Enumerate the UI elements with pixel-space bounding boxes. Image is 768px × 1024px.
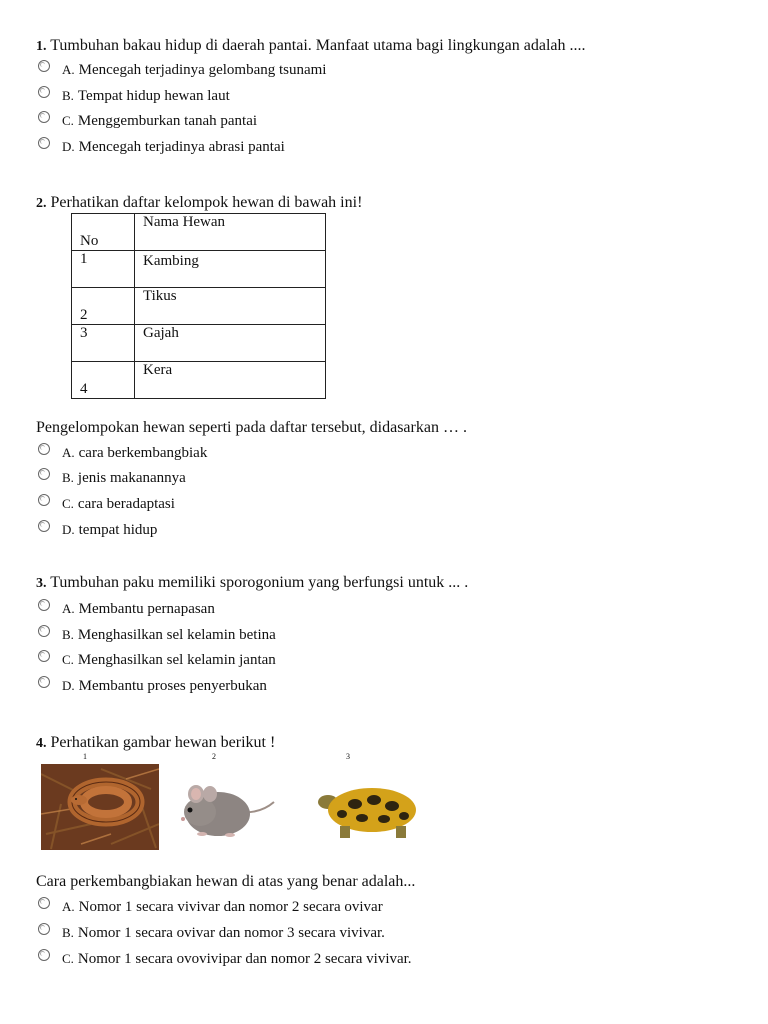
table-row [72, 362, 326, 399]
table-header-row [72, 214, 326, 251]
question-number: 3. [36, 576, 47, 591]
option-text: cara beradaptasi [77, 496, 175, 512]
cell-name: Kera [135, 362, 326, 399]
question-2-stem: Pengelompokan hewan seperti pada daftar tersebut, didasarkan … . [36, 419, 467, 436]
option-letter: A. [62, 62, 75, 77]
question-text: Tumbuhan bakau hidup di daerah pantai. Manfaat utama bagi lingkungan adalah .... [50, 37, 586, 54]
question-4 [36, 734, 275, 752]
radio-button[interactable] [38, 60, 50, 72]
option-letter: A. [62, 445, 75, 460]
question-number: 2. [36, 196, 47, 211]
question-text: Perhatikan daftar kelompok hewan di bawah ini! [50, 194, 363, 211]
option-text: Menggemburkan tanah pantai [77, 113, 258, 129]
question-number: 1. [36, 39, 47, 54]
question-4-stem: Cara perkembangbiakan hewan di atas yang benar adalah... [36, 873, 416, 890]
tortoise-photo [300, 764, 425, 852]
option-letter: D. [62, 678, 75, 693]
mouse-photo [170, 764, 285, 852]
option-letter: B. [62, 627, 74, 642]
radio-button[interactable] [38, 520, 50, 532]
snake-photo [41, 764, 159, 850]
option-letter: C. [62, 113, 74, 128]
radio-button[interactable] [38, 494, 50, 506]
cell-no: 4 [72, 362, 135, 399]
radio-button[interactable] [38, 949, 50, 961]
picture-number: 3 [346, 752, 350, 761]
option-letter: D. [62, 139, 75, 154]
table-row [72, 251, 326, 288]
option-text: Nomor 1 secara ovovivipar dan nomor 2 secara vivivar. [77, 951, 412, 967]
cell-name: Tikus [135, 288, 326, 325]
option-text: Membantu proses penyerbukan [78, 678, 267, 694]
option-text: Mencegah terjadinya gelombang tsunami [78, 62, 327, 78]
cell-no: 2 [72, 288, 135, 325]
option-text: Mencegah terjadinya abrasi pantai [78, 139, 285, 155]
radio-button[interactable] [38, 86, 50, 98]
animal-table [71, 213, 326, 399]
question-3 [36, 574, 468, 592]
option-letter: C. [62, 951, 74, 966]
option-text: Nomor 1 secara vivivar dan nomor 2 secara ovivar [78, 899, 383, 915]
cell-name: Gajah [135, 325, 326, 362]
cell-no: 3 [72, 325, 135, 362]
radio-button[interactable] [38, 923, 50, 935]
option-text: Tempat hidup hewan laut [77, 88, 230, 104]
question-text: Perhatikan gambar hewan berikut ! [50, 734, 276, 751]
header-no: No [72, 214, 135, 251]
option-text: Menghasilkan sel kelamin betina [77, 627, 276, 643]
radio-button[interactable] [38, 650, 50, 662]
radio-button[interactable] [38, 468, 50, 480]
option-text: Membantu pernapasan [78, 601, 215, 617]
header-name: Nama Hewan [135, 214, 326, 251]
question-text: Tumbuhan paku memiliki sporogonium yang berfungsi untuk ... . [50, 574, 469, 591]
table-row [72, 325, 326, 362]
radio-button[interactable] [38, 599, 50, 611]
radio-button[interactable] [38, 137, 50, 149]
table-row [72, 288, 326, 325]
radio-button[interactable] [38, 676, 50, 688]
picture-number: 1 [83, 752, 87, 761]
question-number: 4. [36, 736, 47, 751]
option-letter: D. [62, 522, 75, 537]
option-letter: C. [62, 496, 74, 511]
radio-button[interactable] [38, 625, 50, 637]
option-letter: C. [62, 652, 74, 667]
question-1 [36, 37, 585, 55]
option-letter: B. [62, 470, 74, 485]
radio-button[interactable] [38, 111, 50, 123]
option-text: tempat hidup [78, 522, 158, 538]
option-letter: A. [62, 601, 75, 616]
cell-no: 1 [72, 251, 135, 288]
option-text: cara berkembangbiak [78, 445, 208, 461]
option-letter: A. [62, 899, 75, 914]
cell-name: Kambing [135, 251, 326, 288]
radio-button[interactable] [38, 443, 50, 455]
option-text: Nomor 1 secara ovivar dan nomor 3 secara vivivar. [77, 925, 385, 941]
question-2 [36, 194, 362, 212]
picture-number: 2 [212, 752, 216, 761]
option-text: Menghasilkan sel kelamin jantan [77, 652, 276, 668]
option-text: jenis makanannya [77, 470, 186, 486]
option-letter: B. [62, 925, 74, 940]
radio-button[interactable] [38, 897, 50, 909]
option-letter: B. [62, 88, 74, 103]
